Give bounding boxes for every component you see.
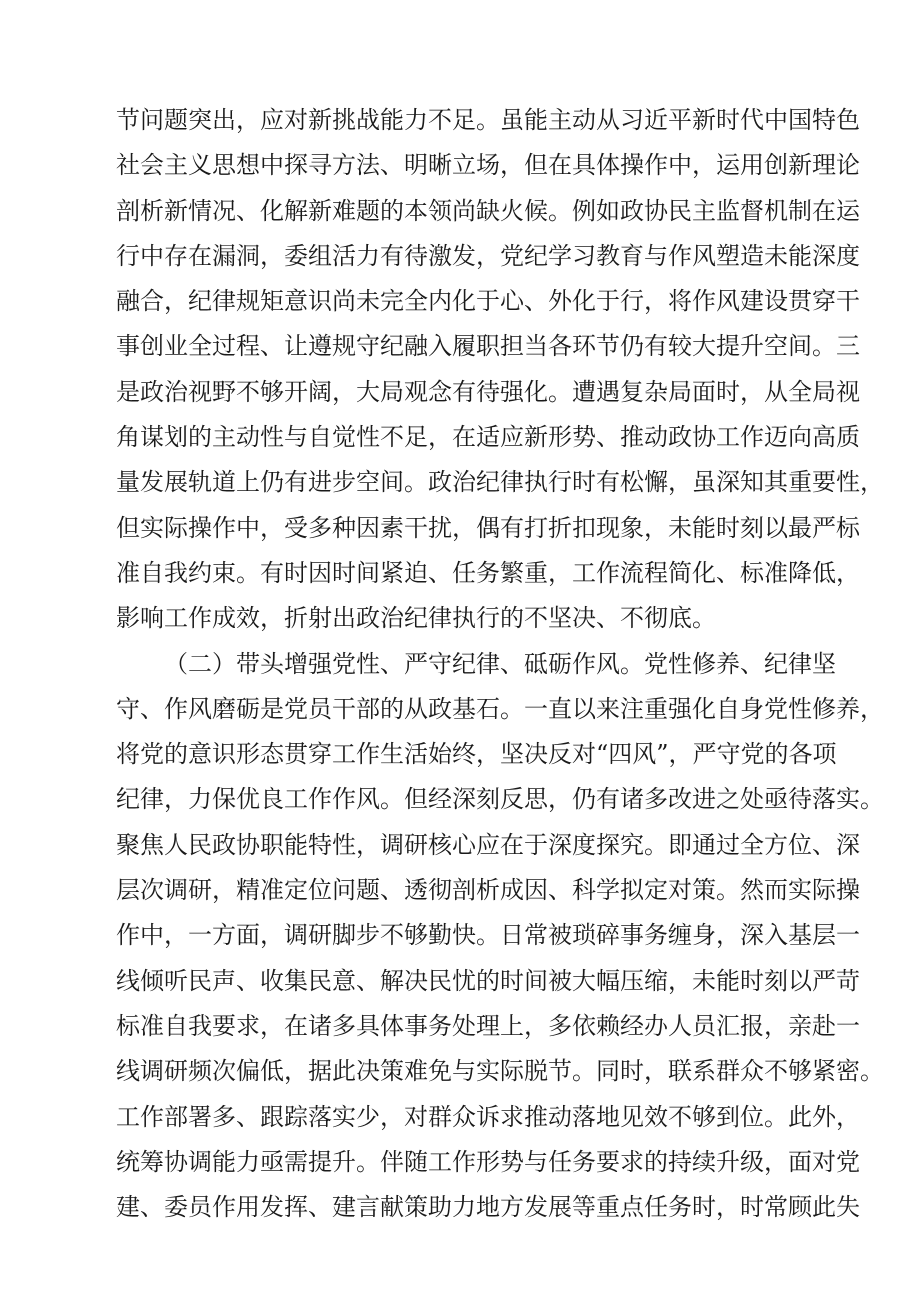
text-line: 标准自我要求，在诸多具体事务处理上，多依赖经办人员汇报，亲赴一 — [116, 1011, 860, 1040]
text-line: 量发展轨道上仍有进步空间。政治纪律执行时有松懈，虽深知其重要性， — [116, 468, 884, 497]
text-line: 统筹协调能力亟需提升。伴随工作形势与任务要求的持续升级，面对党 — [116, 1147, 860, 1176]
text-line: 是政治视野不够开阔，大局观念有待强化。遭遇复杂局面时，从全局视 — [116, 377, 860, 406]
text-line: 纪律，力保优良工作作风。但经深刻反思，仍有诸多改进之处亟待落实。 — [116, 785, 884, 814]
text-line: 行中存在漏洞，委组活力有待激发，党纪学习教育与作风塑造未能深度 — [116, 241, 860, 270]
text-line: 融合，纪律规矩意识尚未完全内化于心、外化于行，将作风建设贯穿干 — [116, 287, 860, 316]
text-line: 将党的意识形态贯穿工作生活始终，坚决反对“四风”，严守党的各项 — [116, 740, 837, 769]
text-line: 聚焦人民政协职能特性，调研核心应在于深度探究。即通过全方位、深 — [116, 830, 860, 859]
text-line: 事创业全过程、让遵规守纪融入履职担当各环节仍有较大提升空间。三 — [116, 332, 860, 361]
document-body — [116, 98, 884, 1230]
text-line: 守、作风磨砺是党员干部的从政基石。一直以来注重强化自身党性修养， — [116, 694, 884, 723]
text-line: 工作部署多、跟踪落实少，对群众诉求推动落地见效不够到位。此外， — [116, 1102, 860, 1131]
text-line: 建、委员作用发挥、建言献策助力地方发展等重点任务时，时常顾此失 — [116, 1193, 860, 1222]
text-line: 层次调研，精准定位问题、透彻剖析成因、科学拟定对策。然而实际操 — [116, 876, 860, 905]
text-line: 社会主义思想中探寻方法、明晰立场，但在具体操作中，运用创新理论 — [116, 151, 860, 180]
text-line: 影响工作成效，折射出政治纪律执行的不坚决、不彻底。 — [116, 604, 716, 633]
text-line: 节问题突出，应对新挑战能力不足。虽能主动从习近平新时代中国特色 — [116, 106, 860, 134]
text-line: 线倾听民声、收集民意、解决民忧的时间被大幅压缩，未能时刻以严苛 — [116, 966, 860, 995]
text-line: 线调研频次偏低，据此决策难免与实际脱节。同时，联系群众不够紧密。 — [116, 1057, 884, 1086]
text-line: 作中，一方面，调研脚步不够勤快。日常被琐碎事务缠身，深入基层一 — [116, 921, 860, 950]
text-line: 剖析新情况、化解新难题的本领尚缺火候。例如政协民主监督机制在运 — [116, 196, 860, 225]
text-line: 但实际操作中，受多种因素干扰，偶有打折扣现象，未能时刻以最严标 — [116, 513, 860, 542]
text-line: 角谋划的主动性与自觉性不足，在适应新形势、推动政协工作迈向高质 — [116, 423, 860, 452]
section-heading-line: （二）带头增强党性、严守纪律、砥砺作风。党性修养、纪律坚 — [164, 649, 836, 678]
text-line: 准自我约束。有时因时间紧迫、任务繁重，工作流程简化、标准降低， — [116, 558, 860, 587]
